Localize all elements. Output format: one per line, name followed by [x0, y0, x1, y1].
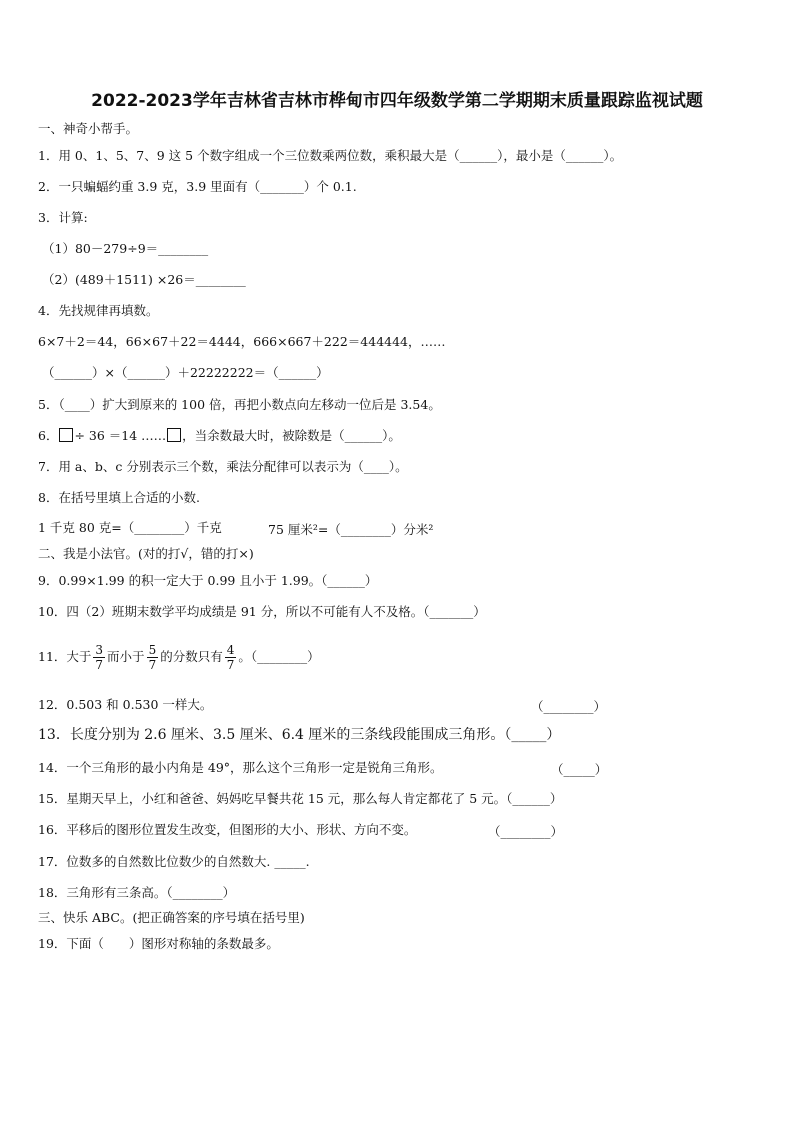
question-11 [38, 640, 320, 674]
question-4-pattern: 6×7＋2＝44，66×67＋22＝4444，666×667＋222＝444444，…… [38, 334, 446, 349]
question-17: 17．位数多的自然数比位数少的自然数大. _____. [38, 854, 310, 869]
question-11-text-a: 11．大于 [38, 649, 92, 664]
section-2-heading: 二、我是小法官。(对的打√，错的打×) [38, 546, 254, 561]
question-11-text-c: 的分数只有 [160, 649, 223, 664]
question-6 [38, 428, 401, 444]
question-3-part-2: （2）(489＋1511) ×26＝________ [42, 272, 246, 287]
question-6-suffix: ，当余数最大时，被除数是（______）。 [182, 428, 401, 443]
fraction-5-7: $\frac{5}{7}$ [148, 643, 157, 672]
fraction-3-7: $\frac{3}{7}$ [95, 643, 104, 672]
question-8-part-a: 1 千克 80 克=（________）千克 [38, 520, 222, 535]
section-3-heading: 三、快乐 ABC。(把正确答案的序号填在括号里) [38, 910, 305, 925]
question-7: 7．用 a、b、c 分别表示三个数，乘法分配律可以表示为（____）。 [38, 459, 408, 474]
question-18: 18．三角形有三条高。（________） [38, 885, 236, 900]
question-3-part-1: （1）80－279÷9＝________ [42, 241, 209, 256]
page-title: 2022-2023学年吉林省吉林市桦甸市四年级数学第二学期期末质量跟踪监视试题 [91, 91, 703, 111]
question-12: 12．0.503 和 0.530 一样大。 [38, 697, 213, 712]
question-9: 9．0.99×1.99 的积一定大于 0.99 且小于 1.99。（______） [38, 573, 378, 588]
question-5: 5．（____）扩大到原来的 100 倍，再把小数点向左移动一位后是 3.54。 [38, 397, 441, 412]
box-placeholder-icon [59, 428, 73, 442]
question-11-text-b: 而小于 [107, 649, 145, 664]
question-8-part-b: 75 厘米²=（________）分米² [268, 522, 434, 537]
question-16: 16．平移后的图形位置发生改变，但图形的大小、形状、方向不变。 [38, 822, 417, 837]
box-placeholder-icon [167, 428, 181, 442]
question-19: 19．下面（ ）图形对称轴的条数最多。 [38, 936, 279, 951]
question-1: 1．用 0、1、5、7、9 这 5 个数字组成一个三位数乘两位数，乘积最大是（______），最小是（______）。 [38, 148, 623, 163]
question-6-prefix: 6． [38, 428, 59, 443]
question-4-blank: （______）×（______）＋22222222＝（______） [42, 365, 329, 380]
question-10: 10．四（2）班期末数学平均成绩是 91 分，所以不可能有人不及格。（_______） [38, 604, 486, 619]
question-14-blank: （_____） [551, 762, 608, 777]
question-15: 15．星期天早上，小红和爸爸、妈妈吃早餐共花 15 元，那么每人肯定都花了 5 元。（______） [38, 791, 563, 806]
question-8: 8．在括号里填上合适的小数. [38, 490, 200, 505]
question-13: 13．长度分别为 2.6 厘米、3.5 厘米、6.4 厘米的三条线段能围成三角形。（_____） [38, 727, 561, 743]
section-1-heading: 一、神奇小帮手。 [38, 121, 139, 136]
question-11-text-d: 。（________） [238, 649, 320, 664]
question-16-blank: （________） [488, 824, 564, 839]
question-14: 14．一个三角形的最小内角是 49°，那么这个三角形一定是锐角三角形。 [38, 760, 443, 775]
fraction-4-7: $\frac{4}{7}$ [226, 643, 235, 672]
question-2: 2．一只蝙蝠约重 3.9 克，3.9 里面有（_______）个 0.1. [38, 179, 357, 194]
question-3: 3．计算: [38, 210, 88, 225]
question-6-middle: ÷ 36 ＝14 …… [74, 428, 167, 443]
question-12-blank: （________） [531, 699, 607, 714]
question-4: 4．先找规律再填数。 [38, 303, 159, 318]
